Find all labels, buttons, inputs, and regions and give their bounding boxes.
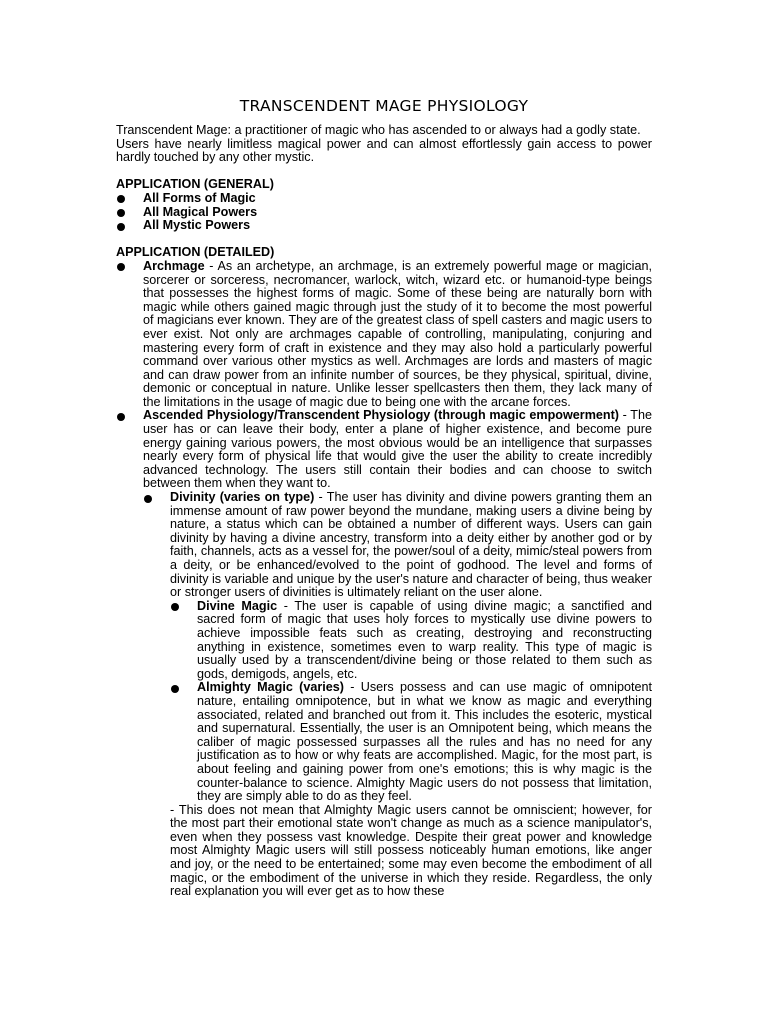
text-divinity: - The user has divinity and divine powers granting them an immense amount of raw power beyond the mundane, making users a divine being by nature, a status which can be obtained a number of different ways. Users can gain divinity by having a divine ancestry, transform into a deity either by another god or by faith, channels, acts as a vessel for, the power/soul of a deity, mimic/steal powers from a deity, or be enhanced/evolved to the point of godhood. The level and forms of divinity is variable and unique by the user's nature and character of being, thus weaker or stronger users of divinities is ultimately reliant on the user alone.: [170, 490, 652, 600]
list-item-almighty-magic: [170, 681, 652, 803]
list-item: All Forms of Magic: [116, 192, 652, 206]
ascended-sublist: [143, 491, 652, 899]
application-general-heading: APPLICATION (GENERAL): [116, 177, 274, 192]
list-item-divine-magic: [170, 600, 652, 682]
list-item: All Mystic Powers: [116, 219, 652, 233]
divinity-sublist: [170, 600, 652, 804]
list-item-divinity: [143, 491, 652, 899]
application-general-list: [116, 192, 652, 233]
term-divinity: Divinity (varies on type): [170, 490, 315, 505]
text-divine-magic: - The user is capable of using divine magic; a sanctified and sacred form of magic that uses holy forces to mystically use divine powers to achieve impossible feats such as creating, destroying and reconstructing anything in existence, sometimes even to warp reality. This type of magic is usually used by a transcendent/divine being or those related to them such as gods, demigods, angels, etc.: [197, 598, 652, 681]
list-item: All Magical Powers: [116, 206, 652, 220]
intro-paragraph-1: Transcendent Mage: a practitioner of magic who has ascended to or always had a godly state.: [116, 123, 641, 137]
almighty-continuation-paragraph: - This does not mean that Almighty Magic users cannot be omniscient; however, for the most part their emotional state won't change as much as a science manipulator's, even when they possess vast knowledge. Despite their great power and knowledge most Almighty Magic users will still possess noticeably human emotions, like anger and joy, or the need to be entertained; some may even become the embodiment of all magic, or the embodiment of the universe in which they reside. Regardless, the only real explanation you will ever get as to how these: [170, 802, 652, 899]
bullet-icon: [144, 495, 152, 503]
bullet-icon: [117, 195, 125, 203]
bullet-icon: [117, 223, 125, 231]
term-ascended: Ascended Physiology/Transcendent Physiology (through magic empowerment): [143, 408, 619, 423]
page-title: TRANSCENDENT MAGE PHYSIOLOGY: [239, 97, 529, 116]
term-archmage: Archmage: [143, 258, 205, 273]
application-detailed-heading: APPLICATION (DETAILED): [116, 245, 275, 260]
term-divine-magic: Divine Magic: [197, 598, 278, 613]
list-item-archmage: [116, 260, 652, 410]
bullet-icon: [171, 603, 179, 611]
bullet-icon: [117, 263, 125, 271]
list-item-ascended-physiology: [116, 409, 652, 898]
bullet-icon: [117, 413, 125, 421]
intro-paragraph-2: Users have nearly limitless magical power and can almost effortlessly gain access to power hardly touched by any other mystic.: [116, 136, 652, 165]
application-detailed-list: [116, 260, 652, 899]
bullet-icon: [171, 685, 179, 693]
text-almighty-magic: - Users possess and can use magic of omnipotent nature, entailing omnipotence, but in what we know as magic and everything associated, related and branched out from it. This includes the esoteric, mystical and supernatural. Essentially, the user is an Omnipotent being, which means the caliber of magic possessed surpasses all the rules and has no need for any justification as to how or why feats are accomplished. Magic, for the most part, is about feeling and gaining power from one's emotions; this is why magic is the counter-balance to science. Almighty Magic users do not possess that limitation, they are simply able to do as they feel.: [197, 680, 652, 804]
bullet-icon: [117, 209, 125, 217]
text-archmage: - As an archetype, an archmage, is an extremely powerful mage or magician, sorcerer or sorceress, necromancer, warlock, witch, wizard etc. or humanoid-type beings that possesses the highest forms of magic. Some of these being are naturally born with magic while others gained magic through just the study of it to become the most powerful of magicians ever known. They are of the greatest class of spell casters and magic users to ever exist. Not only are archmages capable of controlling, manipulating, conjuring and mastering every form of craft in existence and they may also hold a particularly powerful command over various other mystics as well. Archmages are lords and masters of magic and can draw power from an infinite number of sources, be they physical, spiritual, divine, demonic or conceptual in nature. Unlike lesser spellcasters then them, they lack many of the limitations in the usage of magic due to being one with the arcane forces.: [143, 258, 652, 409]
document-body: [116, 124, 652, 899]
term-almighty-magic: Almighty Magic (varies): [197, 680, 344, 695]
text-ascended: - The user has or can leave their body, enter a plane of higher existence, and become pure energy gaining various powers, the most obvious would be an intelligence that surpasses nearly every form of physical life that would give the user the ability to create incredibly advanced technology. The users still contain their bodies and can choose to switch between them when they want to.: [143, 408, 652, 491]
